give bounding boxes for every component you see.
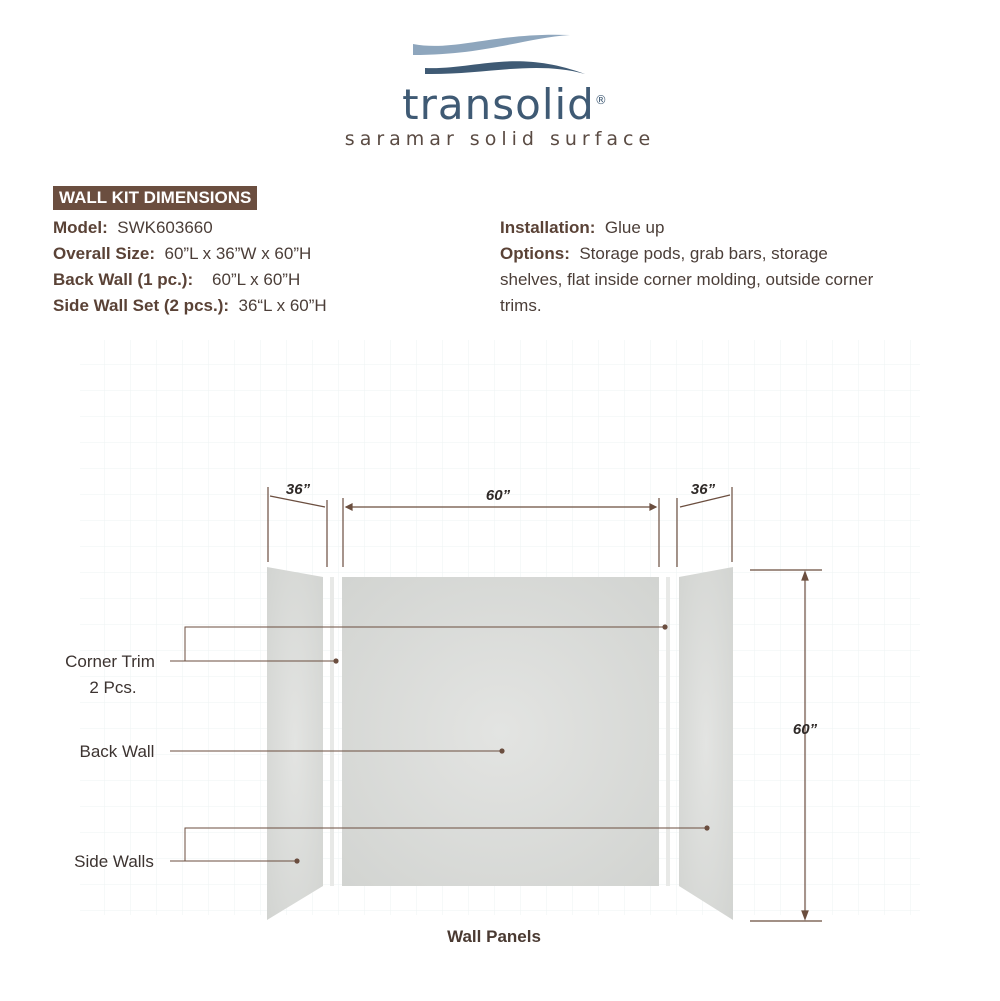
spec-options [500, 241, 880, 319]
spec-back-wall [53, 267, 327, 293]
dimension-height-label: 60” [792, 721, 818, 738]
specs-right [500, 215, 880, 319]
back-wall-panel [342, 577, 659, 886]
spec-installation-label: Installation: [500, 218, 596, 237]
callout-corner-trim-label: Corner Trim [65, 652, 155, 671]
corner-trim-left [330, 577, 334, 886]
brand-wordmark: transolid [402, 80, 595, 129]
registered-mark: ® [594, 93, 608, 107]
corner-trim-right [666, 577, 670, 886]
spec-installation [500, 215, 880, 241]
transolid-logo-wave-icon [405, 30, 595, 85]
spec-options-value: Storage pods, grab bars, storage shelves, flat inside corner molding, outside corner trims. [500, 244, 874, 315]
callout-side-walls-label: Side Walls [74, 852, 154, 871]
dimension-right-label: 36” [690, 481, 716, 498]
spec-model-label: Model: [53, 218, 108, 237]
dimension-left-label: 36” [285, 481, 311, 498]
callout-corner-trim-count: 2 Pcs. [89, 678, 137, 697]
section-title: WALL KIT DIMENSIONS [53, 186, 257, 210]
spec-options-label: Options: [500, 244, 570, 263]
dimension-center-label: 60” [485, 487, 511, 504]
spec-overall-value: 60”L x 36”W x 60”H [164, 244, 312, 263]
specs-left [53, 215, 327, 319]
spec-back-value: 60”L x 60”H [212, 270, 301, 289]
side-wall-left-panel [267, 567, 323, 920]
spec-side-value: 36“L x 60”H [238, 296, 327, 315]
spec-model [53, 215, 327, 241]
spec-side-label: Side Wall Set (2 pcs.): [53, 296, 230, 315]
diagram-caption: Wall Panels [447, 927, 541, 946]
spec-overall-label: Overall Size: [53, 244, 156, 263]
wall-panels-diagram [0, 330, 1000, 930]
spec-back-label: Back Wall (1 pc.): [53, 270, 194, 289]
brand-tagline: saramar solid surface [344, 128, 656, 150]
spec-installation-value: Glue up [604, 218, 665, 237]
brand-name [0, 80, 1000, 129]
spec-overall-size [53, 241, 327, 267]
side-wall-right-panel [679, 567, 733, 920]
spec-model-value: SWK603660 [117, 218, 213, 237]
spec-side-wall [53, 293, 327, 319]
callout-back-wall-label: Back Wall [79, 742, 155, 761]
